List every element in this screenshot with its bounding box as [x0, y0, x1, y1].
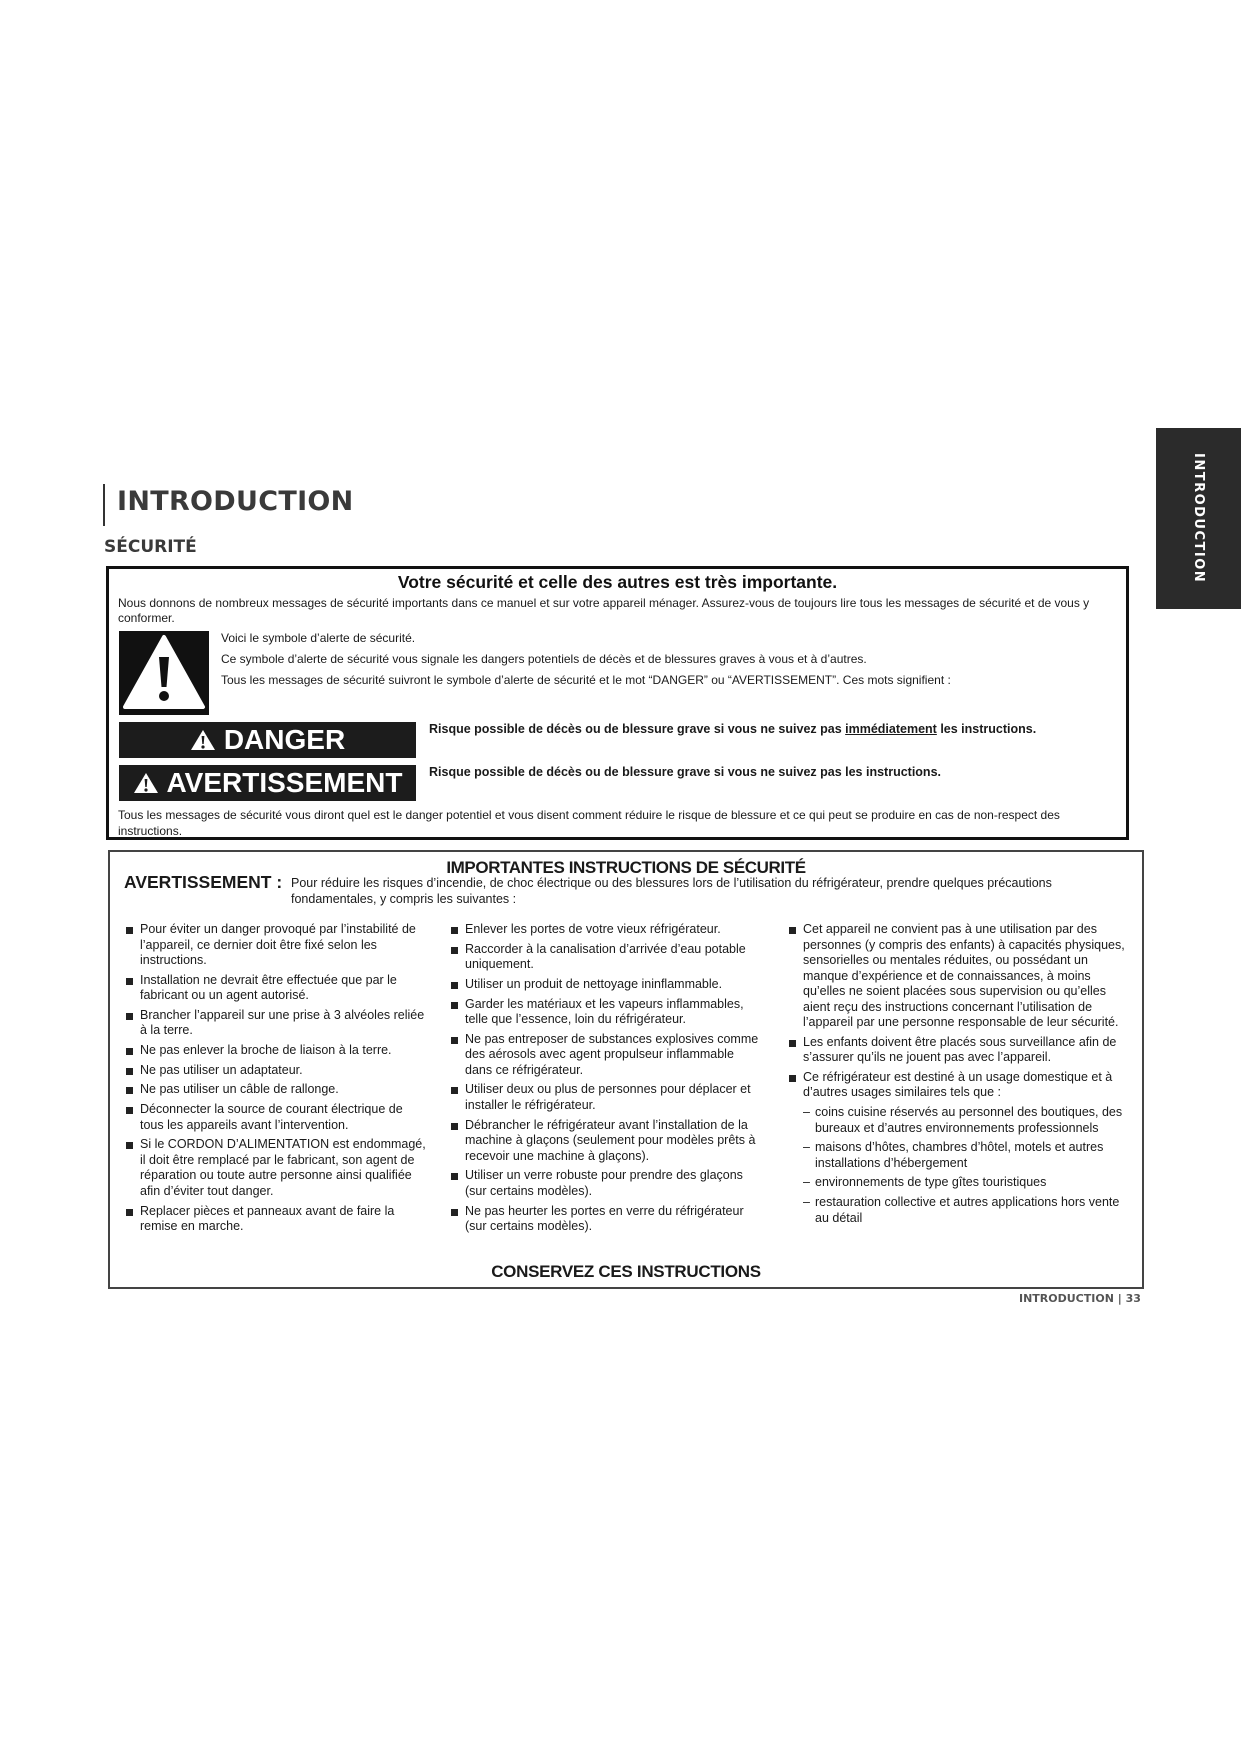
symbol-line-2: Ce symbole d’alerte de sécurité vous signale les dangers potentiels de décès et de blessures graves à vous et à d’autres. — [221, 652, 867, 666]
list-item: Utiliser un verre robuste pour prendre des glaçons (sur certains modèles). — [451, 1168, 763, 1199]
instructions-footer: CONSERVEZ CES INSTRUCTIONS — [491, 1262, 761, 1281]
list-item: Replacer pièces et panneaux avant de faire la remise en marche. — [126, 1204, 426, 1235]
list-item: Les enfants doivent être placés sous surveillance afin de s’assurer qu’ils ne jouent pas avec l’appareil. — [789, 1035, 1129, 1066]
instructions-column-1 — [126, 922, 426, 1239]
safety-box-title: Votre sécurité et celle des autres est très importante. — [397, 572, 838, 592]
page-footer: INTRODUCTION | 33 — [1019, 1292, 1141, 1305]
section-bar — [103, 484, 105, 526]
list-item: Débrancher le réfrigérateur avant l’installation de la machine à glaçons (seulement pour modèles prêts à recevoir une machine à glaçons). — [451, 1118, 763, 1165]
instructions-box — [108, 850, 1144, 1289]
instructions-column-2 — [451, 922, 763, 1239]
list-item: Ne pas entreposer de substances explosives comme des aérosols avec agent propulseur inflammable dans ce réfrigérateur. — [451, 1032, 763, 1079]
side-tab — [1156, 428, 1241, 609]
list-item: Pour éviter un danger provoqué par l’instabilité de l’appareil, ce dernier doit être fixé selon les instructions. — [126, 922, 426, 969]
list-item: Ne pas utiliser un adaptateur. — [126, 1063, 426, 1079]
list-item: Ce réfrigérateur est destiné à un usage domestique et à d’autres usages similaires tels que : — [789, 1070, 1129, 1101]
list-item: Ne pas heurter les portes en verre du réfrigérateur (sur certains modèles). — [451, 1204, 763, 1235]
list-item: Installation ne devrait être effectuée que par le fabricant ou un agent autorisé. — [126, 973, 426, 1004]
warning-alert-icon — [133, 772, 159, 794]
safety-box — [106, 566, 1129, 840]
list-item: Ne pas utiliser un câble de rallonge. — [126, 1082, 426, 1098]
safety-alert-icon — [119, 631, 209, 715]
danger-alert-icon — [190, 729, 216, 751]
list-item: Brancher l’appareil sur une prise à 3 alvéoles reliée à la terre. — [126, 1008, 426, 1039]
list-item: Enlever les portes de votre vieux réfrigérateur. — [451, 922, 763, 938]
dash-item: – environnements de type gîtes touristiques — [789, 1175, 1129, 1191]
danger-label: DANGER — [223, 724, 346, 755]
dash-item: – coins cuisine réservés au personnel des boutiques, des bureaux et d’autres environnements professionnels — [789, 1105, 1129, 1136]
dash-item: – restauration collective et autres applications hors vente au détail — [789, 1195, 1129, 1226]
danger-signal — [119, 722, 416, 758]
list-item: Ne pas enlever la broche de liaison à la terre. — [126, 1043, 426, 1059]
instructions-title: IMPORTANTES INSTRUCTIONS DE SÉCURITÉ — [446, 858, 806, 877]
warning-signal — [119, 765, 416, 801]
instructions-column-3 — [789, 922, 1129, 1230]
list-item: Cet appareil ne convient pas à une utilisation par des personnes (y compris des enfants) à capacités physiques, sensorielles ou mentales réduites, ou possédant un manque d’expérience et de connaissances, à moins qu’elles ne soient placées sous supervision ou qu’elles aient reçu des instructions concernant l’utilisation de l’appareil par une personne responsable de leur sécurité. — [789, 922, 1129, 1031]
list-item: Si le CORDON D’ALIMENTATION est endommagé, il doit être remplacé par le fabricant, son agent de réparation ou toute autre personne ainsi qualifiée afin d’éviter tout danger. — [126, 1137, 426, 1199]
warning-label: AVERTISSEMENT — [166, 767, 403, 798]
instructions-warning-label: AVERTISSEMENT : — [124, 872, 283, 892]
dash-item: – maisons d’hôtes, chambres d’hôtel, motels et autres installations d’hébergement — [789, 1140, 1129, 1171]
list-item: Utiliser un produit de nettoyage ininflammable. — [451, 977, 763, 993]
instructions-warning-text: Pour réduire les risques d’incendie, de choc électrique ou des blessures lors de l’utilisation du réfrigérateur, prendre quelques précautions fondamentales, y compris les suivantes : — [291, 876, 1052, 906]
subsection-title: SÉCURITÉ — [104, 537, 197, 557]
side-tab-label: INTRODUCTION — [1191, 453, 1206, 584]
list-item: Raccorder à la canalisation d’arrivée d’eau potable uniquement. — [451, 942, 763, 973]
section-title: INTRODUCTION — [117, 486, 354, 517]
safety-box-footer: Tous les messages de sécurité vous diront quel est le danger potentiel et vous disent comment réduire le risque de blessure et ce qui peut se produire en cas de non-respect des instructions. — [118, 808, 1060, 838]
symbol-line-1: Voici le symbole d’alerte de sécurité. — [221, 631, 416, 645]
list-item: Déconnecter la source de courant électrique de tous les appareils avant l’intervention. — [126, 1102, 426, 1133]
warning-description: Risque possible de décès ou de blessure grave si vous ne suivez pas les instructions. — [429, 765, 941, 779]
danger-description: Risque possible de décès ou de blessure grave si vous ne suivez pas immédiatement les instructions. — [429, 722, 1037, 736]
list-item: Utiliser deux ou plus de personnes pour déplacer et installer le réfrigérateur. — [451, 1082, 763, 1113]
safety-box-intro: Nous donnons de nombreux messages de sécurité importants dans ce manuel et sur votre appareil ménager. Assurez-vous de toujours lire tous les messages de sécurité et de vous y conformer. — [118, 596, 1090, 625]
list-item: Garder les matériaux et les vapeurs inflammables, telle que l’essence, loin du réfrigérateur. — [451, 997, 763, 1028]
symbol-line-3: Tous les messages de sécurité suivront le symbole d’alerte de sécurité et le mot “DANGER” ou “AVERTISSEMENT”. Ces mots signifient : — [221, 673, 951, 687]
